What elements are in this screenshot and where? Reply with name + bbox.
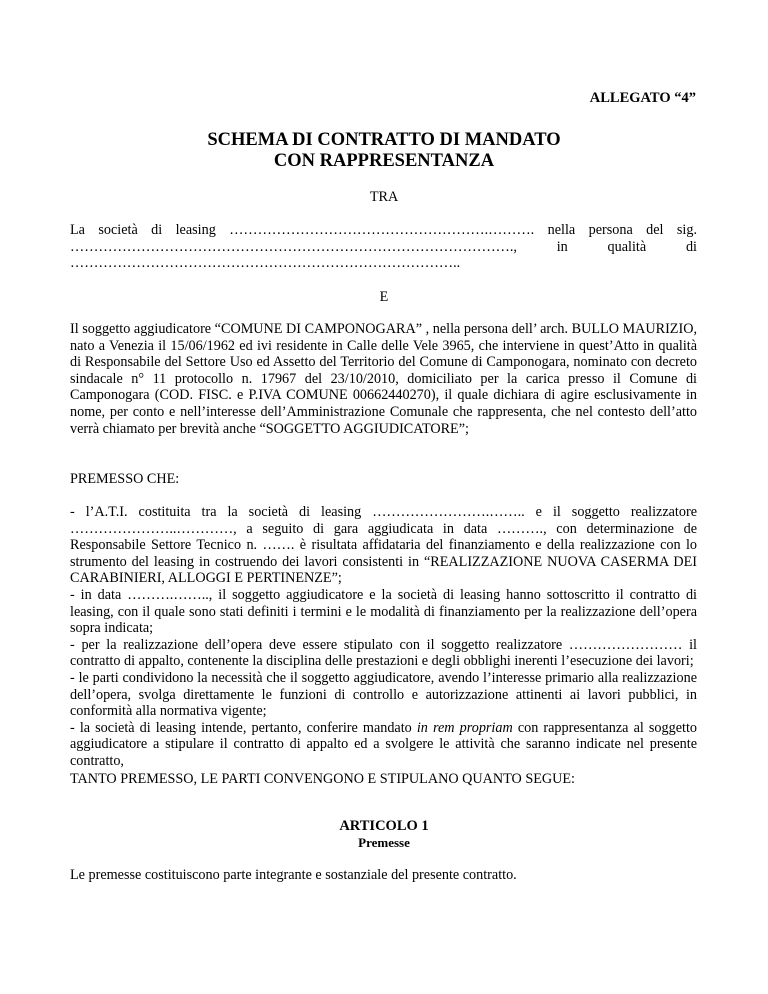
premesso-list: [70, 504, 697, 770]
title-line-2: CON RAPPRESENTANZA: [273, 151, 495, 171]
article-1-text: Le premesse costituiscono parte integrante e sostanziale del presente contratto.: [70, 867, 517, 883]
party-leasing-line-3: ………………………………………………………………………..: [70, 255, 461, 272]
title-line-1: SCHEMA DI CONTRATTO DI MANDATO: [207, 130, 561, 150]
article-1-title: ARTICOLO 1: [339, 818, 429, 834]
party-leasing-line-2: …………………………………………………………………………………., in qualità di: [70, 238, 697, 255]
premesso-item-5-italic: in rem propriam: [416, 719, 513, 736]
party-aggiudicatore: Il soggetto aggiudicatore “COMUNE DI CAMPONOGARA” , nella persona dell’ arch. BULLO MAURIZIO, nato a Venezia il 15/06/1962 ed ivi residente in Calle delle Vele 3965, che interviene in quest’Atto in qualità di Responsabile del Settore Uso ed Assetto del Territorio del Comune di Camponogara, nominato con decreto sindacale n° 11 protocollo n. 17967 del 23/10/2010, domiciliato per la carica presso il Comune di Camponogara (COD. FISC. e P.IVA COMUNE 00662440270), il quale dichiara di agire esclusivamente in nome, per conto e nell’interesse dell’Amministrazione Comunale che rappresenta, che nel contesto dell’atto verrà chiamato per brevità anche “SOGGETTO AGGIUDICATORE”;: [70, 321, 697, 437]
premesso-item-5-before: - la società di leasing intende, pertanto, conferire mandato: [70, 719, 417, 736]
annex-label: ALLEGATO “4”: [589, 90, 696, 106]
tra-label: TRA: [369, 189, 399, 205]
premesso-item-1: - l’A.T.I. costituita tra la società di leasing …………………….…….. e il soggetto realizzatore …………………..…………, a seguito di gara aggiudicata in data ………., con determinazione de Responsabile Settore Tecnico n. ……. è risultata affidataria del finanziamento e della realizzazione con lo strumento del leasing in costruendo dei lavori consistenti in “REALIZZAZIONE NUOVA CASERMA DEI CARABINIERI, ALLOGGI E PERTINENZE”;: [70, 504, 697, 587]
premesso-item-2: - in data ……….…….., il soggetto aggiudicatore e la società di leasing hanno sottoscritto il contratto di leasing, con il quale sono stati definiti i termini e le modalità di finanziamento per la realizzazione dell’opera sopra indicata;: [70, 586, 697, 637]
article-1-subtitle: Premesse: [358, 835, 410, 850]
party-leasing: [70, 222, 697, 272]
premesso-item-5-after: con rappresentanza al soggetto aggiudicatore a stipulare il contratto di appalto ed a svolgere le attività che saranno indicate nel presente contratto,: [70, 719, 697, 769]
premesso-item-4: - le parti condividono la necessità che il soggetto aggiudicatore, avendo l’interesse primario alla realizzazione dell’opera, svolga direttamente le funzioni di controllo e autorizzazione attinenti ai lavori pubblici, in conformità alla normativa vigente;: [70, 669, 697, 720]
party-leasing-line-1: La società di leasing ……………………………………………….………. nella persona del sig.: [70, 222, 697, 238]
tanto-premesso: TANTO PREMESSO, LE PARTI CONVENGONO E STIPULANO QUANTO SEGUE:: [70, 771, 575, 787]
premesso-item-5: [70, 720, 697, 770]
premesso-heading: PREMESSO CHE:: [70, 471, 180, 487]
document-title: [0, 130, 768, 172]
premesso-item-3: - per la realizzazione dell’opera deve essere stipulato con il soggetto realizzatore …………………… il contratto di appalto, contenente la disciplina delle prestazioni e degli obblighi inerenti l’esecuzione dei lavori;: [70, 636, 697, 670]
e-label: E: [379, 289, 389, 305]
